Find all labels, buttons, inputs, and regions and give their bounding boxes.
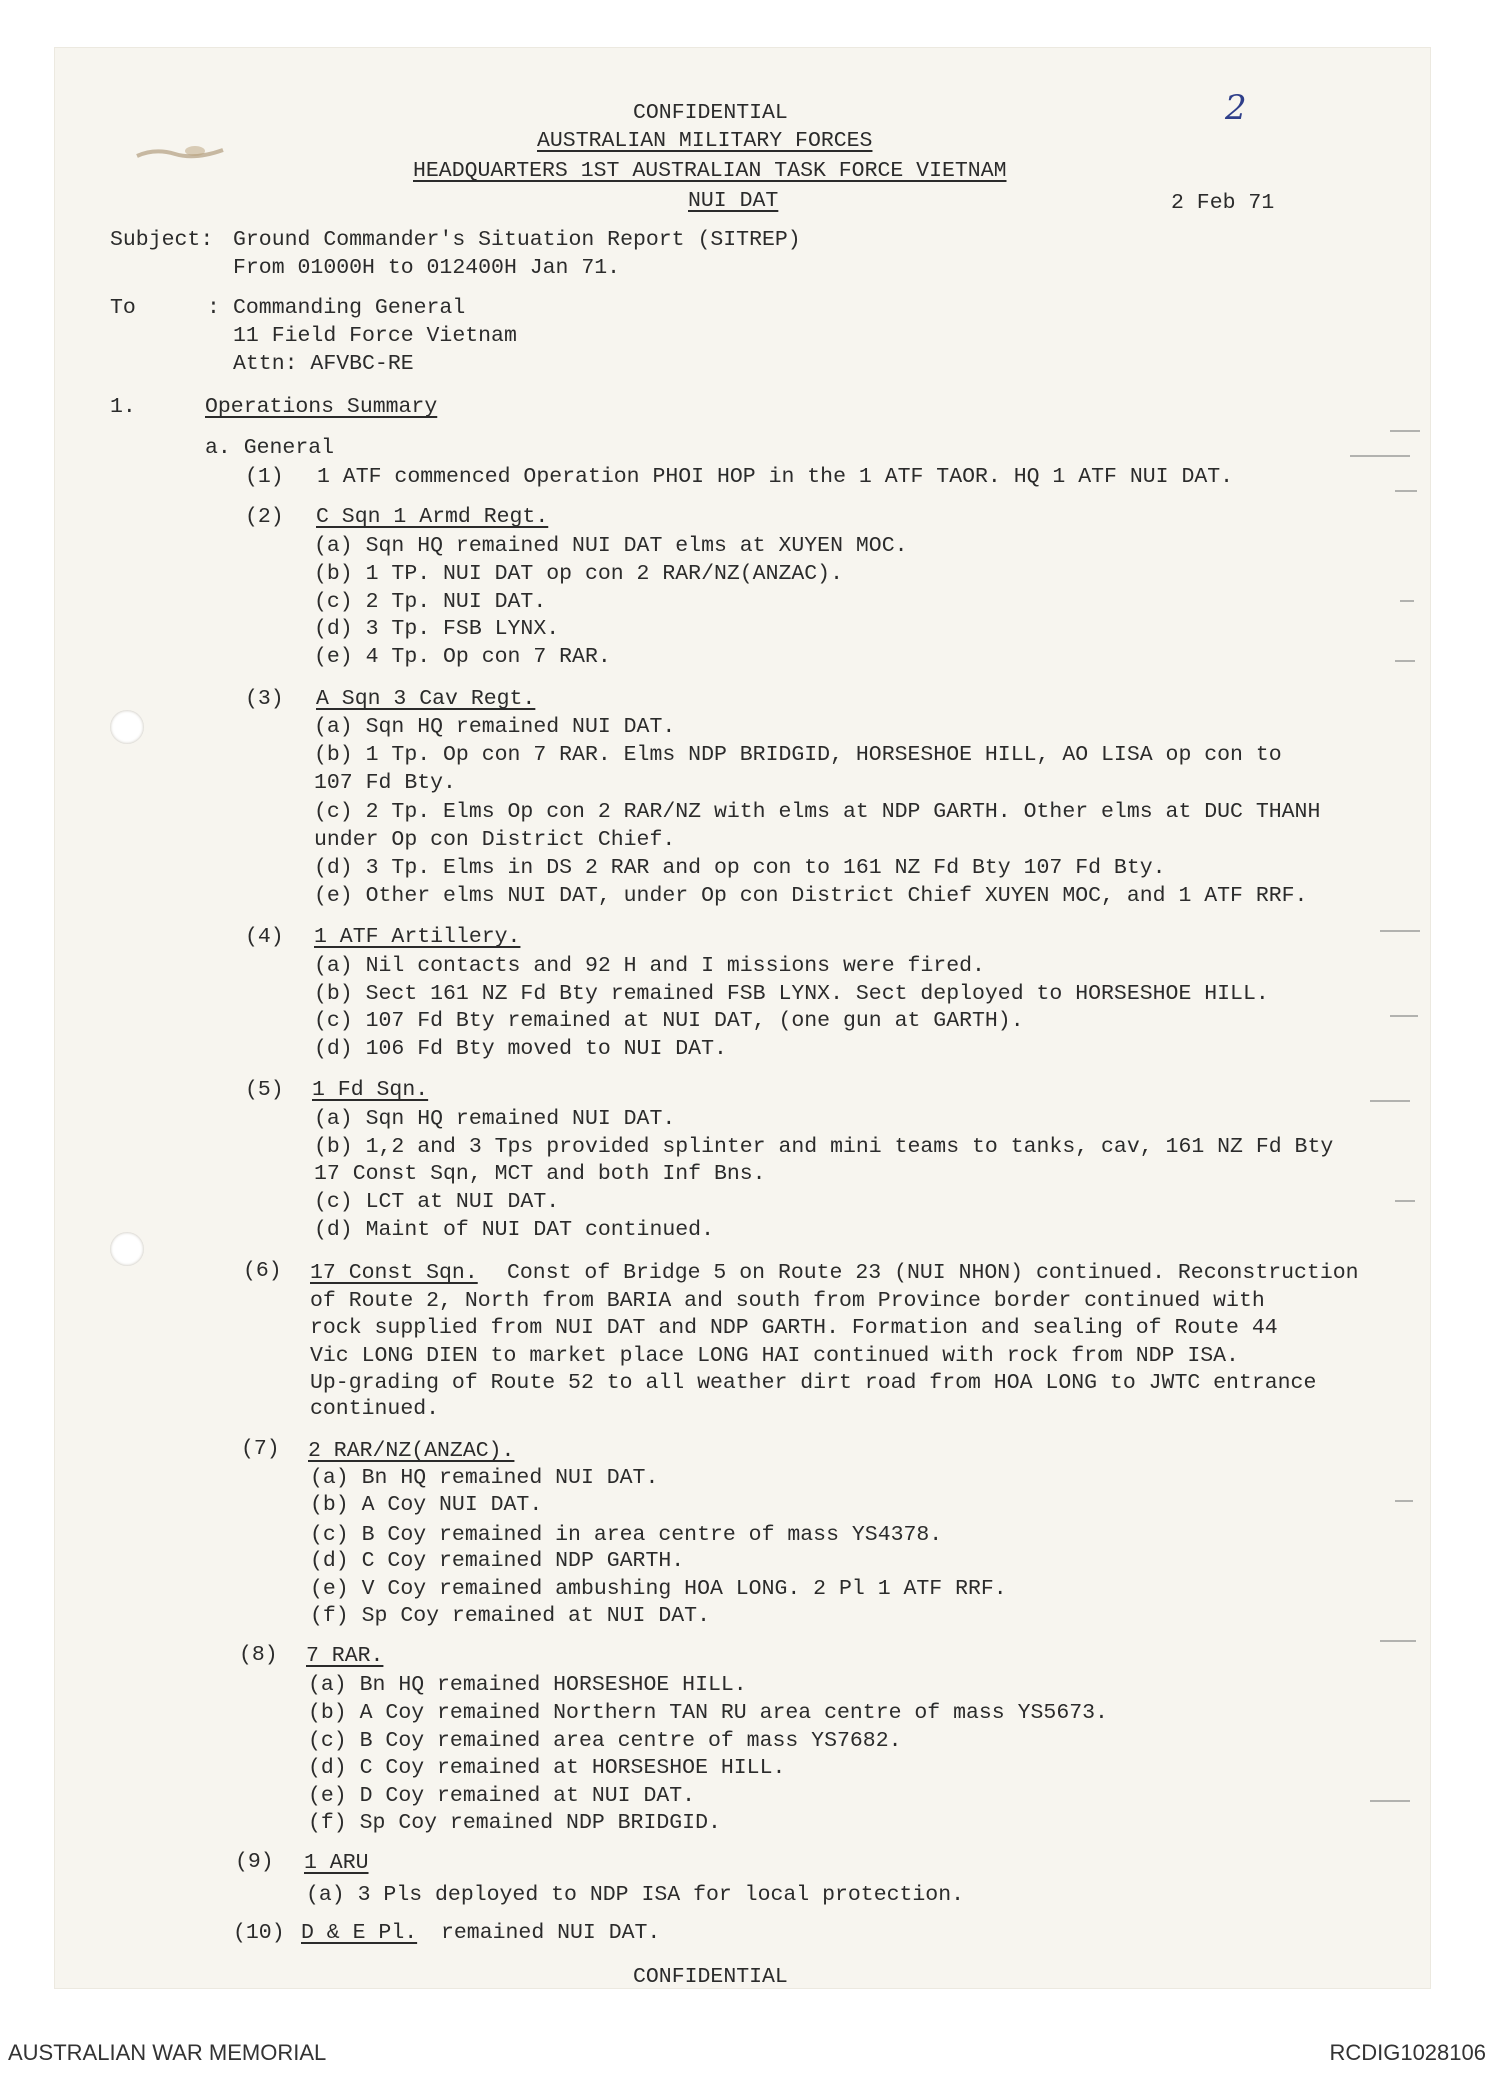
- classification-bottom: CONFIDENTIAL: [633, 1965, 788, 1989]
- to-label: To: [110, 296, 136, 320]
- item-line: continued.: [310, 1397, 440, 1421]
- item-number: (9): [235, 1850, 274, 1874]
- archive-footer-left: AUSTRALIAN WAR MEMORIAL: [8, 2040, 327, 2065]
- item-line: (a) Sqn HQ remained NUI DAT.: [314, 715, 676, 739]
- subject-line: Ground Commander's Situation Report (SITREP): [233, 228, 801, 252]
- bleed-mark: [1395, 490, 1417, 492]
- bleed-mark: [1380, 1640, 1416, 1642]
- item-line: under Op con District Chief.: [314, 828, 676, 852]
- item-number: (10): [233, 1921, 285, 1945]
- header-line: HEADQUARTERS 1ST AUSTRALIAN TASK FORCE VIETNAM: [413, 159, 1007, 183]
- header-line: AUSTRALIAN MILITARY FORCES: [537, 129, 873, 153]
- item-title: 2 RAR/NZ(ANZAC).: [308, 1439, 515, 1463]
- item-line: (e) 4 Tp. Op con 7 RAR.: [314, 645, 611, 669]
- item-line: (b) A Coy NUI DAT.: [310, 1493, 543, 1517]
- section-title: Operations Summary: [205, 395, 438, 419]
- bleed-mark: [1395, 1200, 1415, 1202]
- to-line: Commanding General: [233, 296, 466, 320]
- section-number: 1.: [110, 395, 136, 419]
- item-title: C Sqn 1 Armd Regt.: [316, 505, 549, 529]
- item-line: (c) LCT at NUI DAT.: [314, 1190, 560, 1214]
- report-date: 2 Feb 71: [1171, 191, 1275, 215]
- item-line: (a) Bn HQ remained NUI DAT.: [310, 1466, 659, 1490]
- item-number: (3): [245, 687, 284, 711]
- item-line: (c) 2 Tp. Elms Op con 2 RAR/NZ with elms at NDP GARTH. Other elms at DUC THANH: [314, 800, 1321, 824]
- item-line: (d) 106 Fd Bty moved to NUI DAT.: [314, 1037, 727, 1061]
- item-line: (e) Other elms NUI DAT, under Op con District Chief XUYEN MOC, and 1 ATF RRF.: [314, 884, 1308, 908]
- item-line: Up-grading of Route 52 to all weather dirt road from HOA LONG to JWTC entrance: [310, 1371, 1317, 1395]
- bleed-mark: [1395, 660, 1415, 662]
- subject-label: Subject:: [110, 228, 214, 252]
- item-line: Const of Bridge 5 on Route 23 (NUI NHON) continued. Reconstruction: [507, 1261, 1359, 1285]
- punch-hole: [110, 1232, 144, 1266]
- item-line: 1 ATF commenced Operation PHOI HOP in the 1 ATF TAOR. HQ 1 ATF NUI DAT.: [317, 465, 1234, 489]
- item-line: rock supplied from NUI DAT and NDP GARTH. Formation and sealing of Route 44: [310, 1316, 1278, 1340]
- item-line: (b) A Coy remained Northern TAN RU area centre of mass YS5673.: [308, 1701, 1108, 1725]
- to-colon: :: [207, 296, 220, 320]
- item-line: (b) 1 TP. NUI DAT op con 2 RAR/NZ(ANZAC).: [314, 562, 843, 586]
- to-line: 11 Field Force Vietnam: [233, 324, 517, 348]
- subject-line: From 01000H to 012400H Jan 71.: [233, 256, 621, 280]
- item-line: (f) Sp Coy remained at NUI DAT.: [310, 1604, 710, 1628]
- item-number: (5): [245, 1078, 284, 1102]
- page-number: 2: [1225, 88, 1247, 128]
- item-number: (1): [245, 465, 284, 489]
- bleed-mark: [1390, 1015, 1418, 1017]
- bleed-mark: [1370, 1800, 1410, 1802]
- item-line: (e) D Coy remained at NUI DAT.: [308, 1784, 696, 1808]
- item-title: 7 RAR.: [306, 1644, 384, 1668]
- item-line: (d) C Coy remained NDP GARTH.: [310, 1549, 685, 1573]
- bleed-mark: [1380, 930, 1420, 932]
- item-line: (f) Sp Coy remained NDP BRIDGID.: [308, 1811, 721, 1835]
- item-number: (8): [239, 1643, 278, 1667]
- classification-top: CONFIDENTIAL: [633, 101, 788, 125]
- item-title: 1 ATF Artillery.: [314, 925, 521, 949]
- stain-mark: [135, 142, 225, 164]
- item-number: (7): [241, 1437, 280, 1461]
- punch-hole: [110, 710, 144, 744]
- item-line: 107 Fd Bty.: [314, 771, 456, 795]
- item-line: (a) Sqn HQ remained NUI DAT elms at XUYEN MOC.: [314, 534, 908, 558]
- item-line: (d) 3 Tp. FSB LYNX.: [314, 617, 560, 641]
- bleed-mark: [1400, 600, 1414, 602]
- item-line: 17 Const Sqn, MCT and both Inf Bns.: [314, 1162, 766, 1186]
- item-line: Vic LONG DIEN to market place LONG HAI continued with rock from NDP ISA.: [310, 1344, 1239, 1368]
- item-title: 1 Fd Sqn.: [312, 1078, 429, 1102]
- item-line: (d) C Coy remained at HORSESHOE HILL.: [308, 1756, 786, 1780]
- item-line: (b) 1 Tp. Op con 7 RAR. Elms NDP BRIDGID, HORSESHOE HILL, AO LISA op con to: [314, 743, 1282, 767]
- item-title: D & E Pl.: [301, 1921, 418, 1945]
- item-title: 1 ARU: [304, 1851, 369, 1875]
- item-line: (d) Maint of NUI DAT continued.: [314, 1218, 714, 1242]
- bleed-mark: [1390, 430, 1420, 432]
- item-line: (a) Sqn HQ remained NUI DAT.: [314, 1107, 676, 1131]
- item-line: (c) 107 Fd Bty remained at NUI DAT, (one gun at GARTH).: [314, 1009, 1024, 1033]
- to-line: Attn: AFVBC-RE: [233, 352, 414, 376]
- item-line: (a) Nil contacts and 92 H and I missions were fired.: [314, 954, 985, 978]
- item-line: of Route 2, North from BARIA and south from Province border continued with: [310, 1289, 1265, 1313]
- item-number: (6): [243, 1259, 282, 1283]
- bleed-mark: [1350, 455, 1410, 457]
- item-line: (b) Sect 161 NZ Fd Bty remained FSB LYNX. Sect deployed to HORSESHOE HILL.: [314, 982, 1269, 1006]
- item-title: A Sqn 3 Cav Regt.: [316, 687, 536, 711]
- header-line: NUI DAT: [688, 189, 779, 213]
- item-line: (e) V Coy remained ambushing HOA LONG. 2 Pl 1 ATF RRF.: [310, 1577, 1007, 1601]
- item-line: (c) B Coy remained in area centre of mass YS4378.: [310, 1523, 943, 1547]
- item-line: (d) 3 Tp. Elms in DS 2 RAR and op con to 161 NZ Fd Bty 107 Fd Bty.: [314, 856, 1166, 880]
- item-line: (a) Bn HQ remained HORSESHOE HILL.: [308, 1673, 747, 1697]
- item-line: (c) 2 Tp. NUI DAT.: [314, 590, 547, 614]
- item-line: remained NUI DAT.: [441, 1921, 661, 1945]
- bleed-mark: [1395, 1500, 1413, 1502]
- item-title: 17 Const Sqn.: [310, 1261, 478, 1285]
- item-line: (c) B Coy remained area centre of mass YS7682.: [308, 1729, 902, 1753]
- archive-footer-right: RCDIG1028106: [1329, 2040, 1486, 2065]
- item-number: (4): [245, 925, 284, 949]
- subsection-title: a. General: [205, 436, 335, 460]
- item-number: (2): [245, 505, 284, 529]
- bleed-mark: [1370, 1100, 1410, 1102]
- item-line: (b) 1,2 and 3 Tps provided splinter and mini teams to tanks, cav, 161 NZ Fd Bty: [314, 1135, 1334, 1159]
- item-line: (a) 3 Pls deployed to NDP ISA for local protection.: [306, 1883, 965, 1907]
